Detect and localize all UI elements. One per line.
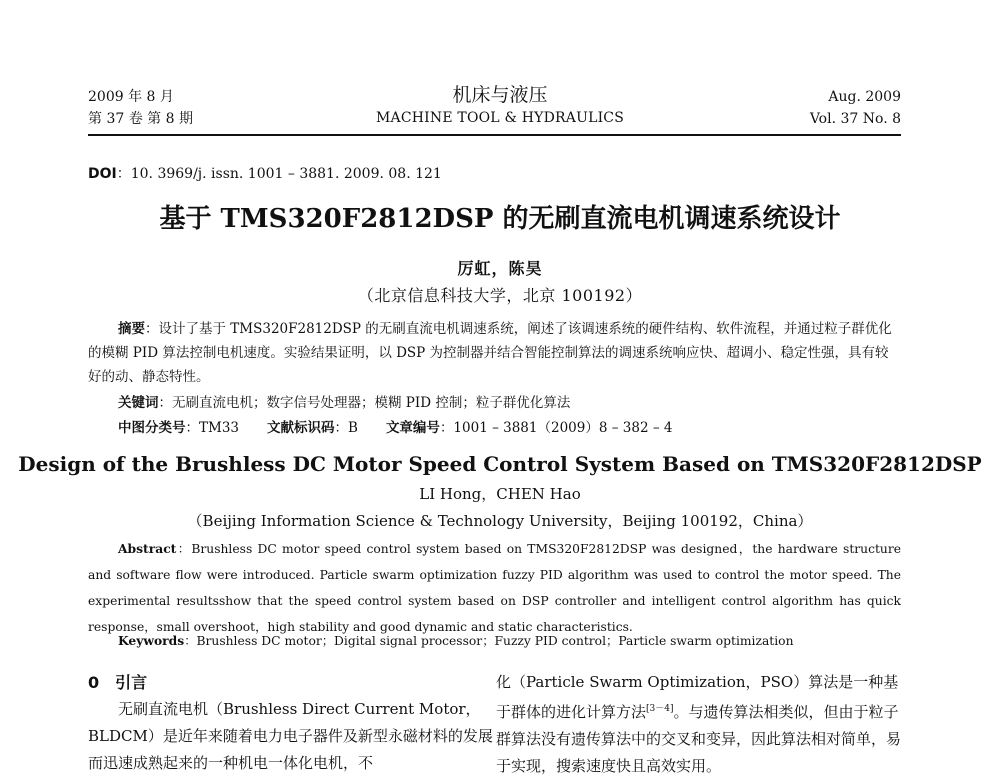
body-column-right [496, 669, 904, 780]
paper-title-en: Design of the Brushless DC Motor Speed Control System Based on TMS320F2812DSP [18, 452, 982, 476]
section-heading-introduction: 0 引言 [88, 673, 148, 692]
abstract-cn [88, 317, 901, 389]
header-volume-en: Vol. 37 No. 8 [809, 111, 901, 127]
body-column-left [88, 669, 496, 777]
keywords-cn-label: 关键词 [118, 395, 159, 411]
intro-paragraph-left: 无刷直流电机（Brushless Direct Current Motor，BLDCM）是近年来随着电力电子器件及新型永磁材料的发展而迅速成熟起来的一种机电一体化电机，不 [88, 700, 493, 772]
intro-paragraph-right-b: 。与遗传算法相类似，但由于粒子群算法没有遗传算法中的交叉和变异，因此算法相对简单，易于实现，搜索速度快且高效实用。 [496, 703, 902, 775]
clc-label: 中图分类号 [118, 420, 186, 436]
doc-code-label: 文献标识码 [267, 420, 335, 436]
abstract-en-label: Abstract [118, 541, 177, 556]
affiliation-cn: （北京信息科技大学，北京 100192） [357, 286, 643, 305]
header-date-cn: 2009 年 8 月 [88, 89, 174, 105]
header-date-en: Aug. 2009 [828, 89, 901, 105]
journal-name-en: MACHINE TOOL & HYDRAULICS [375, 110, 625, 126]
article-number-label: 文章编号 [385, 420, 440, 436]
affiliation-en: （Beijing Information Science & Technology University，Beijing 100192，China） [187, 512, 813, 530]
abstract-en [88, 536, 901, 640]
clc-value: ：TM33 [185, 420, 240, 436]
keywords-en-text: ：Brushless DC motor；Digital signal processor；Fuzzy PID control；Particle swarm optimization [184, 634, 794, 648]
abstract-en-text: ：Brushless DC motor speed control system based on TMS320F2812DSP was designed，the hardware structure and software flow were introduced. Particle swarm optimization fuzzy PID algorithm was used to control the motor speed. The experimental resultsshow that the speed control system based on DSP controller and intelligent control algorithm has quick response，small overshoot，high stability and good dynamic and static characteristics. [88, 542, 901, 634]
header-right [810, 86, 901, 130]
authors-en: LI Hong，CHEN Hao [419, 485, 581, 503]
journal-name-cn: 机床与液压 [452, 84, 548, 106]
keywords-en [118, 631, 794, 649]
doi-value: ：10. 3969/j. issn. 1001 – 3881. 2009. 08. 121 [116, 166, 442, 182]
doi-line [88, 163, 442, 183]
abstract-cn-text: ：设计了基于 TMS320F2812DSP 的无刷直流电机调速系统，阐述了该调速系统的硬件结构、软件流程，并通过粒子群优化的模糊 PID 算法控制电机速度。实验结果证明，以 DSP 为控制器并结合智能控制算法的调速系统响应快、超调小、稳定性强，具有较好的动、静态特性。 [88, 321, 892, 385]
keywords-cn-text: ：无刷直流电机；数字信号处理器；模糊 PID 控制；粒子群优化算法 [158, 395, 571, 411]
authors-cn: 厉虹，陈昊 [457, 259, 543, 278]
citation-ref: [3－4] [646, 704, 674, 714]
classification-line [118, 416, 672, 436]
paper-title-cn: 基于 TMS320F2812DSP 的无刷直流电机调速系统设计 [159, 204, 841, 234]
keywords-cn [118, 391, 570, 411]
doi-label: DOI [88, 166, 117, 182]
intro-paragraph-right-a: 化（Particle Swarm Optimization，PSO）算法是一种基于群体的进化计算方法 [496, 673, 899, 721]
header-rule [88, 134, 901, 136]
article-number-value: ：1001 – 3881（2009）8 – 382 – 4 [439, 420, 673, 436]
doc-code-value: ：B [334, 420, 358, 436]
keywords-en-label: Keywords [118, 633, 185, 648]
abstract-cn-label: 摘要 [118, 321, 145, 337]
header-volume-cn: 第 37 卷 第 8 期 [88, 111, 193, 127]
